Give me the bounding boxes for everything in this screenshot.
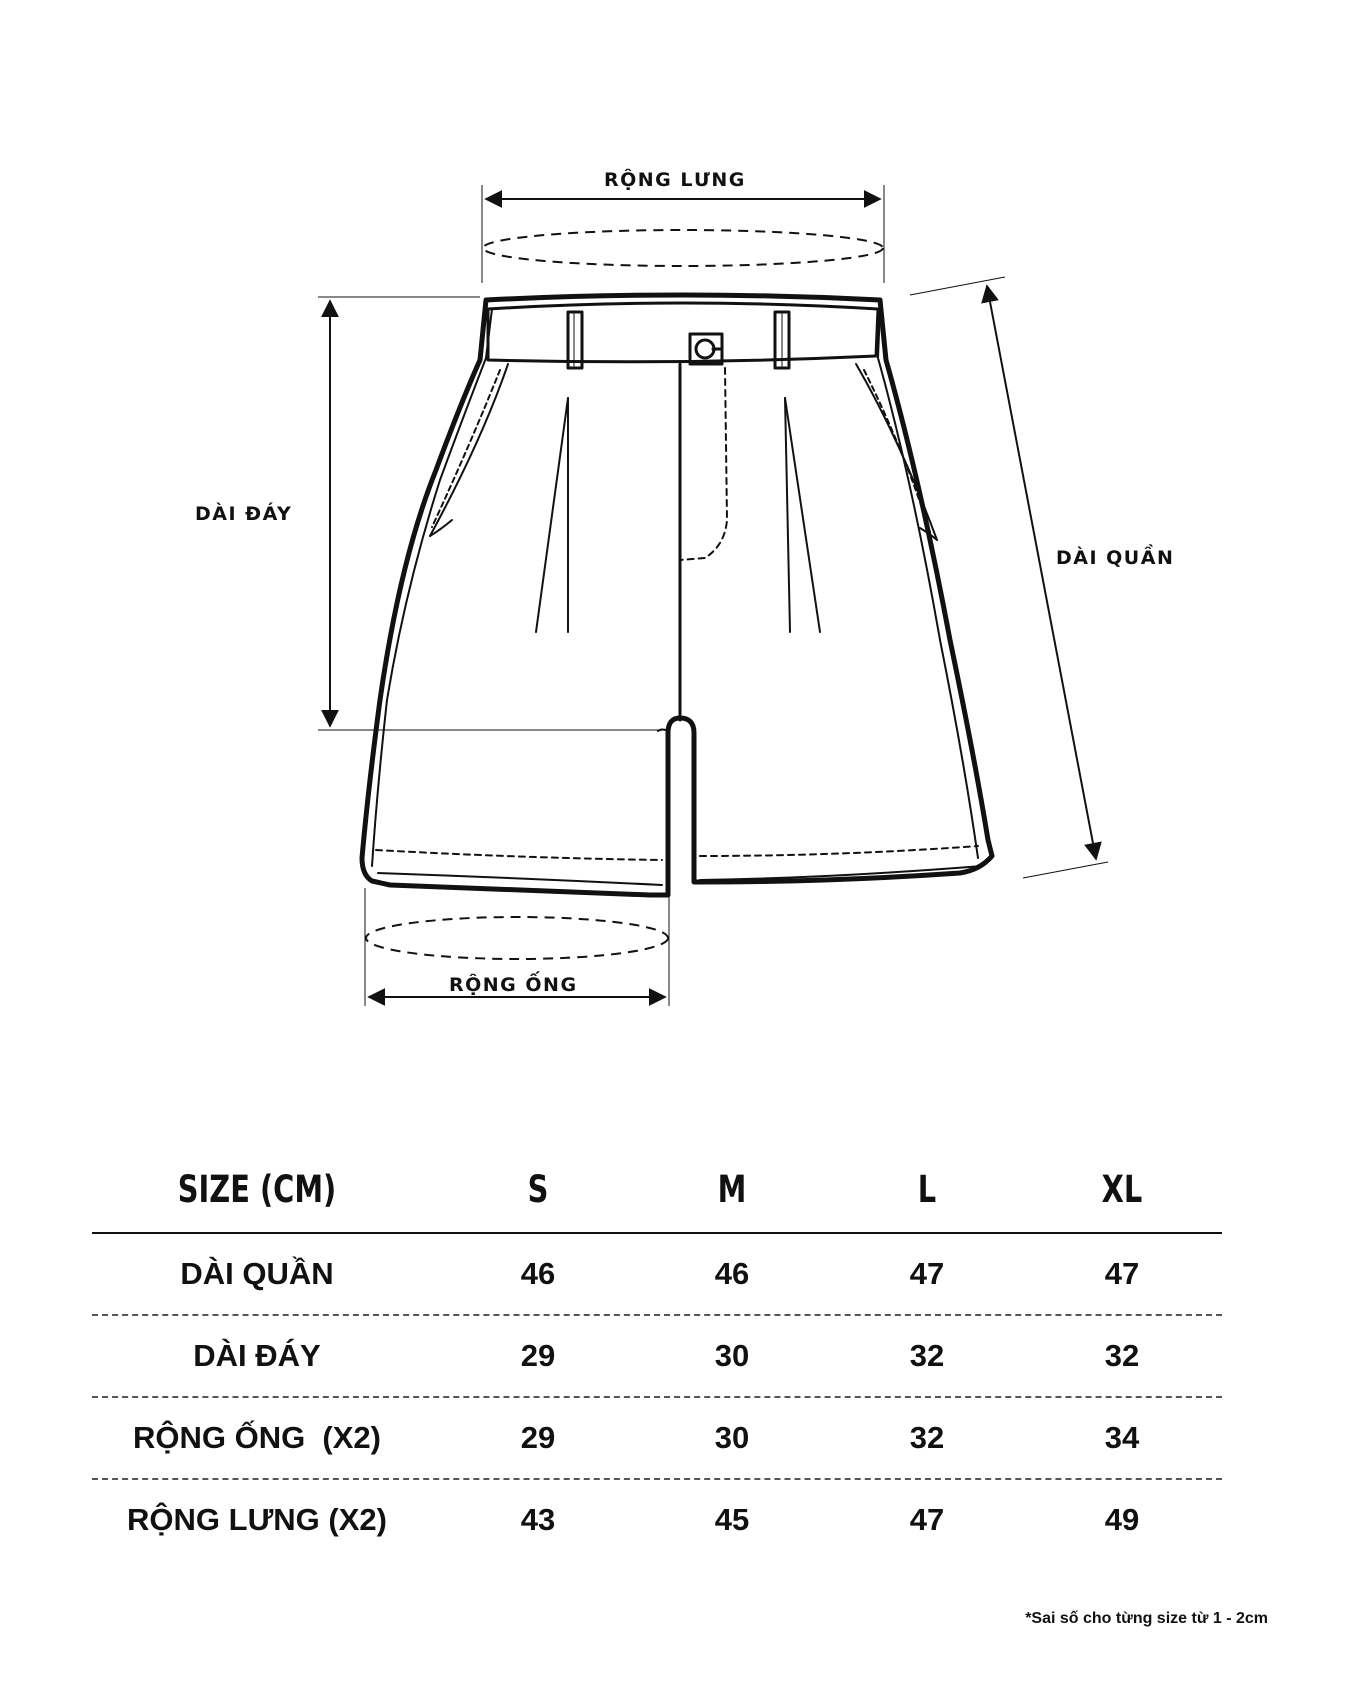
cell-value: 32: [909, 1338, 945, 1373]
row-label: DÀI QUẦN: [180, 1256, 334, 1291]
cell-value: 49: [1104, 1502, 1140, 1537]
cell-value: 47: [909, 1502, 945, 1537]
table-row: [92, 1234, 1222, 1316]
cell-value: 30: [714, 1420, 750, 1455]
header-size-cm: SIZE (CM): [177, 1168, 337, 1211]
length-label: DÀI QUẦN: [1056, 547, 1175, 569]
table-row: [92, 1316, 1222, 1398]
rise-label: DÀI ĐÁY: [195, 503, 293, 525]
cell-value: 29: [520, 1420, 556, 1455]
header-size-l: L: [917, 1168, 937, 1211]
leg-opening-label: RỘNG ỐNG: [449, 974, 578, 996]
table-row: [92, 1398, 1222, 1480]
table-row: [92, 1480, 1222, 1560]
cell-value: 29: [520, 1338, 556, 1373]
cell-value: 32: [1104, 1338, 1140, 1373]
row-label: RỘNG ỐNG (X2): [132, 1420, 381, 1455]
cell-value: 45: [714, 1502, 750, 1537]
tolerance-footnote: *Sai số cho từng size từ 1 - 2cm: [1025, 1610, 1268, 1627]
cell-value: 43: [520, 1502, 556, 1537]
size-table: [92, 1150, 1222, 1560]
cell-value: 34: [1104, 1420, 1140, 1455]
row-label: DÀI ĐÁY: [193, 1338, 321, 1373]
waist-width-measure: [482, 185, 884, 283]
header-size-xl: XL: [1101, 1168, 1143, 1211]
row-label: RỘNG LƯNG (X2): [127, 1502, 387, 1537]
cell-value: 46: [714, 1256, 750, 1291]
waist-width-label: RỘNG LƯNG: [604, 169, 746, 191]
table-header-row: [92, 1150, 1222, 1234]
cell-value: 47: [909, 1256, 945, 1291]
shorts-illustration: [362, 295, 992, 895]
cell-value: 47: [1104, 1256, 1140, 1291]
cell-value: 46: [520, 1256, 556, 1291]
cell-value: 32: [909, 1420, 945, 1455]
cell-value: 30: [714, 1338, 750, 1373]
header-size-m: M: [717, 1168, 747, 1211]
header-size-s: S: [527, 1168, 549, 1211]
